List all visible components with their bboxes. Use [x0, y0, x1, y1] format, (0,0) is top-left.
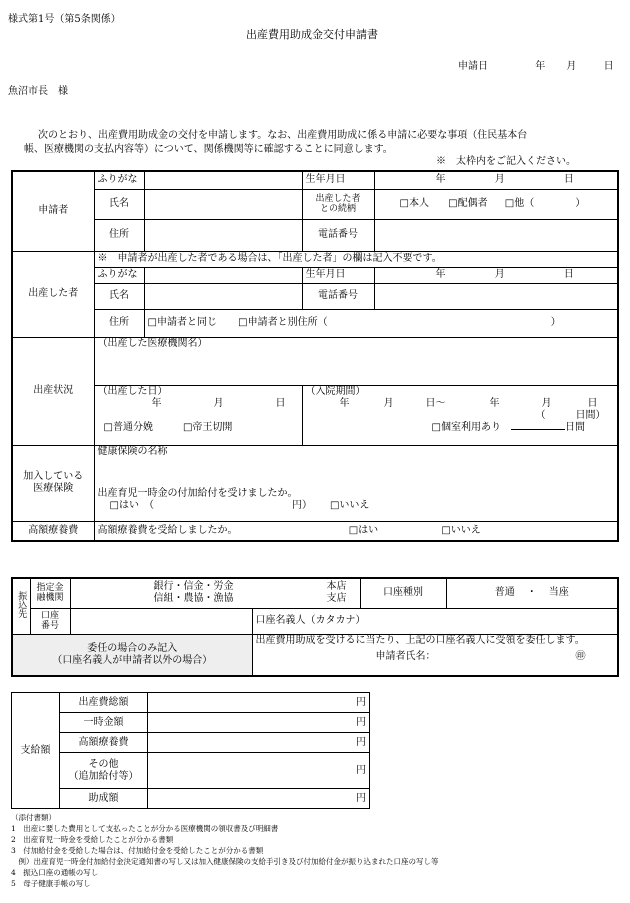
attachment-item: 2 出産育児一時金を受給したことが分かる書類: [11, 835, 174, 844]
mother-section-label: 出産した者: [12, 251, 94, 337]
applicant-name-label: 氏名: [94, 189, 144, 219]
intro-line-1: 次のとおり、出産費用助成金の交付を申請します。なお、出産費用助成に係る申請に必要な事項（住民基本台: [38, 130, 528, 141]
relation-spouse-checkbox[interactable]: □配偶者: [448, 198, 488, 209]
addl-benefit-yes-checkbox[interactable]: □はい （: [109, 499, 154, 511]
attachments-title: （添付書類）: [11, 813, 56, 822]
seal-mark: ㊞: [575, 650, 586, 662]
grant-amount-field[interactable]: 円: [148, 789, 370, 809]
relation-other-checkbox[interactable]: □他（: [504, 198, 535, 209]
applicant-birth-field[interactable]: 年 月 日: [374, 171, 618, 189]
account-number-label: 口座 番号: [30, 608, 70, 634]
highcost-field[interactable]: 高額療養費を受給しましたか。 □はい □いいえ: [94, 521, 618, 541]
mother-furigana-field[interactable]: [144, 267, 302, 283]
form-number: 様式第1号（第5条関係）: [8, 14, 121, 25]
delegation-field[interactable]: 出産費用助成を受けるに当たり、上記の口座名義人に受領を委任します。 申請者氏名： ㊞: [252, 634, 618, 676]
application-date: 申請日 年 月 日: [458, 61, 614, 72]
mother-notice: ※ 申請者が出産した者である場合は、「出産した者」の欄は記入不要です。: [94, 251, 618, 267]
mother-birth-field[interactable]: 年 月 日: [374, 267, 618, 283]
bank-section-label: 振込先: [12, 578, 30, 634]
other-amount-label: その他 （追加給付等）: [60, 753, 148, 789]
mother-name-label: 氏名: [94, 283, 144, 309]
highcost-amount-label: 高額療養費: [60, 733, 148, 753]
mother-address-options[interactable]: □申請者と同じ □申請者と別住所（ ）: [144, 309, 618, 337]
insurance-field[interactable]: 健康保険の名称 出産育児一時金の付加給付を受けましたか。 □はい （ 円） □いいえ: [94, 445, 618, 521]
bank-name-field[interactable]: 銀行・信金・労金 信組・農協・漁協 本店 支店: [70, 578, 360, 608]
account-holder-field[interactable]: 口座名義人（カタカナ）: [252, 608, 618, 634]
form-title: 出産費用助成金交付申請書: [246, 28, 378, 41]
account-number-field[interactable]: [70, 608, 252, 634]
address-different-checkbox[interactable]: □申請者と別住所（: [238, 317, 328, 328]
highcost-no-checkbox[interactable]: □いいえ: [441, 524, 481, 536]
applicant-table: [11, 170, 619, 542]
intro-line-2: 帳、医療機関の支払内容等）について、関係機関等に確認することに同意します。: [24, 144, 393, 155]
lump-sum-field[interactable]: 円: [148, 713, 370, 733]
attachment-item: 5 母子健康手帳の写し: [11, 879, 91, 888]
hospital-stay-field[interactable]: （入院期間） 年 月 日～ 年 月 日 （ 日間） □個室利用あり 日間: [302, 385, 618, 445]
applicant-address-label: 住所: [94, 219, 144, 251]
private-room-checkbox[interactable]: □個室利用あり: [431, 421, 501, 433]
normal-delivery-checkbox[interactable]: □普通分娩: [103, 421, 153, 433]
fill-note: ※ 太枠内をご記入ください。: [436, 156, 576, 167]
cesarean-checkbox[interactable]: □帝王切開: [182, 421, 233, 433]
attachment-item: 4 振込口座の通帳の写し: [11, 868, 99, 877]
relation-options[interactable]: □本人 □配偶者 □他（ ）: [374, 189, 618, 219]
delegation-label: 委任の場合のみ記入 （口座名義人が申請者以外の場合）: [12, 634, 252, 676]
account-type-field[interactable]: 普通 ・ 当座: [446, 578, 618, 608]
mother-birth-label: 生年月日: [302, 267, 374, 283]
addressee: 魚沼市長 様: [8, 86, 68, 97]
relation-label: 出産した者 との続柄: [302, 189, 374, 219]
payment-table: [11, 692, 370, 809]
attachment-item: 例）出産育児一時金付加給付金決定通知書の写し又は加入健康保険の支給手引き及び付加給付金が振り込まれた口座の写し等: [11, 857, 439, 866]
institution-label: 指定金 融機関: [30, 578, 70, 608]
attachment-item: 3 付加給付金を受給した場合は、付加給付金を受給したことが分かる書類: [11, 846, 264, 855]
bank-table: [11, 577, 619, 677]
applicant-name-field[interactable]: [144, 189, 302, 219]
applicant-address-field[interactable]: [144, 219, 302, 251]
applicant-furigana-label: ふりがな: [94, 171, 144, 189]
mother-address-label: 住所: [94, 309, 144, 337]
total-cost-field[interactable]: 円: [148, 693, 370, 713]
total-cost-label: 出産費総額: [60, 693, 148, 713]
grant-amount-label: 助成額: [60, 789, 148, 809]
applicant-birth-label: 生年月日: [302, 171, 374, 189]
highcost-yes-checkbox[interactable]: □はい: [348, 524, 379, 536]
other-amount-field[interactable]: 円: [148, 753, 370, 789]
attachment-item: 1 出産に要した費用として支払ったことが分かる医療機関の領収書及び明細書: [11, 824, 279, 833]
birth-section-label: 出産状況: [12, 337, 94, 445]
applicant-furigana-field[interactable]: [144, 171, 302, 189]
lump-sum-label: 一時金額: [60, 713, 148, 733]
mother-phone-label: 電話番号: [302, 283, 374, 309]
institution-field[interactable]: （出産した医療機関名）: [94, 337, 618, 385]
addl-benefit-no-checkbox[interactable]: □いいえ: [329, 499, 370, 511]
highcost-section-label: 高額療養費: [12, 521, 94, 541]
mother-phone-field[interactable]: [374, 283, 618, 309]
mother-name-field[interactable]: [144, 283, 302, 309]
address-same-checkbox[interactable]: □申請者と同じ: [147, 317, 217, 328]
mother-furigana-label: ふりがな: [94, 267, 144, 283]
birth-date-field[interactable]: （出産した日） 年 月 日 □普通分娩 □帝王切開: [94, 385, 302, 445]
relation-self-checkbox[interactable]: □本人: [399, 198, 429, 209]
insurance-section-label: 加入している 医療保険: [12, 445, 94, 521]
applicant-phone-field[interactable]: [374, 219, 618, 251]
highcost-amount-field[interactable]: 円: [148, 733, 370, 753]
payment-section-label: 支給額: [12, 693, 60, 809]
applicant-phone-label: 電話番号: [302, 219, 374, 251]
account-type-label: 口座種別: [360, 578, 446, 608]
applicant-section-label: 申請者: [12, 171, 94, 251]
